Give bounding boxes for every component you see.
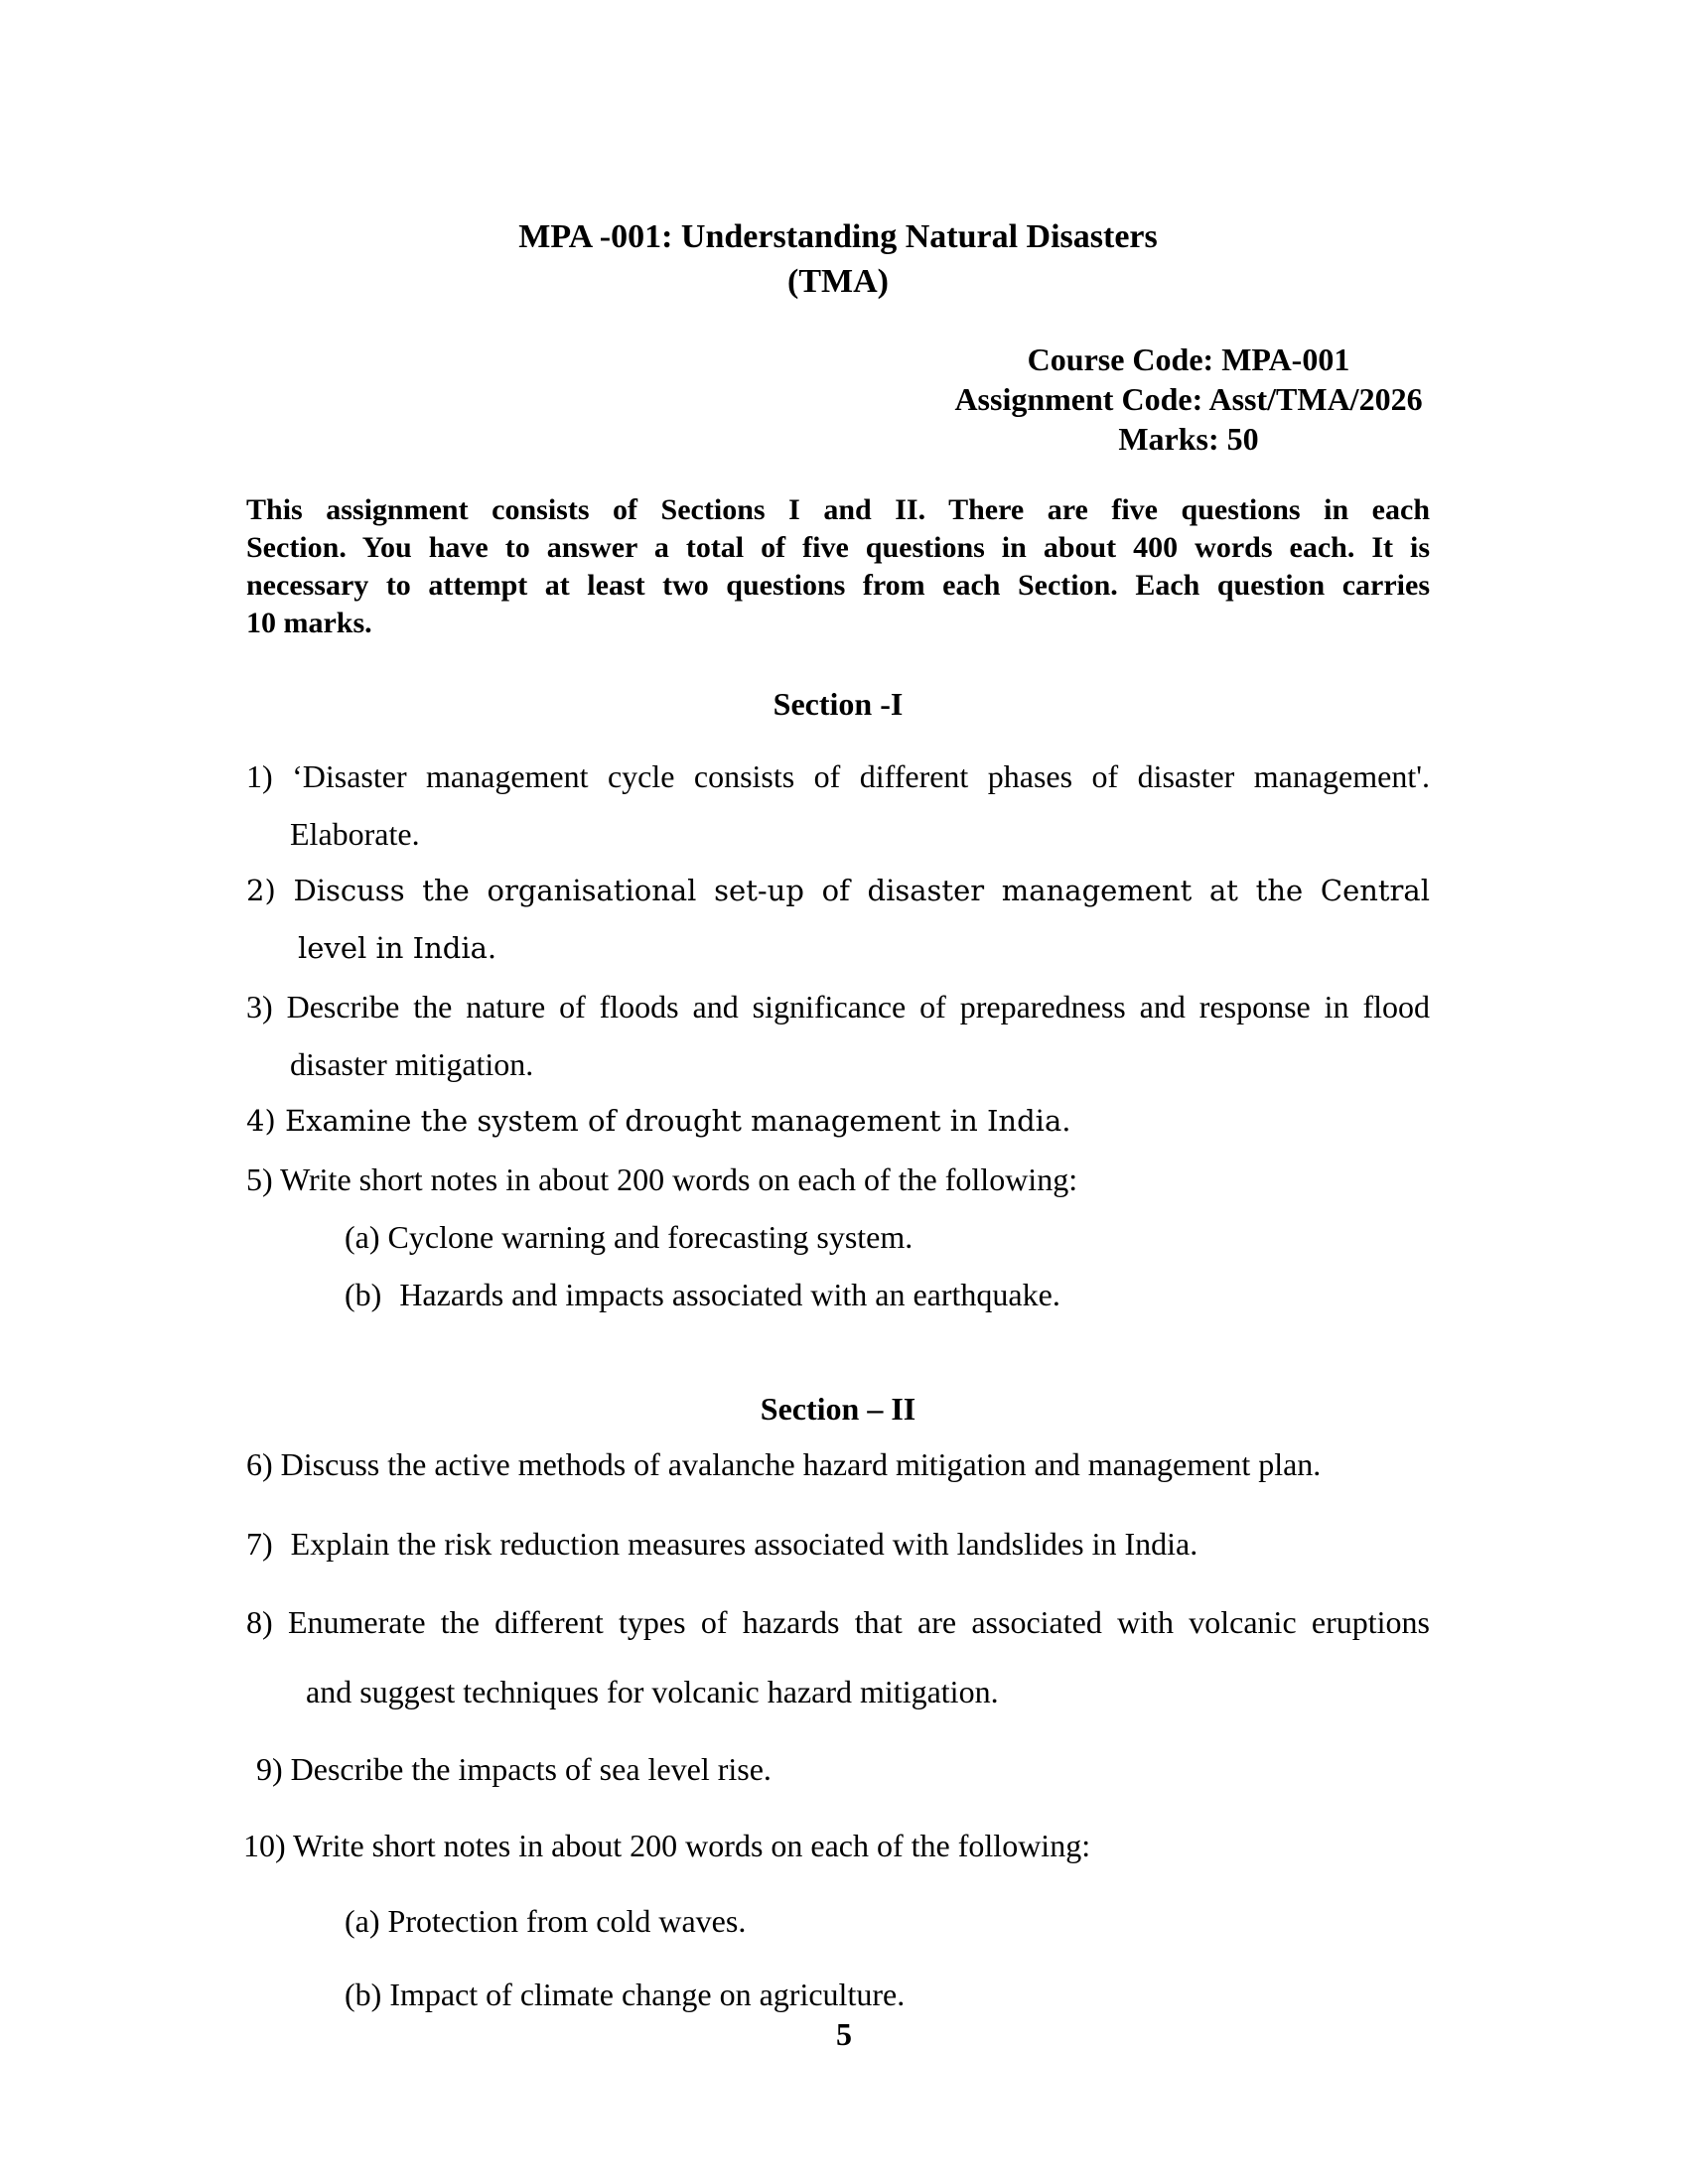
question-10-subitem-b-label: (b): [345, 1977, 382, 2012]
question-10-subitem-a: [345, 1901, 1430, 1941]
instructions-line-4: 10 marks.: [246, 607, 372, 639]
question-10-text: Write short notes in about 200 words on each of the following:: [293, 1828, 1091, 1863]
instructions-line-3: necessary to attempt at least two questions from each Section. Each question carries: [246, 569, 1430, 602]
question-5-subitem-a-label: (a): [345, 1219, 380, 1255]
question-7-line-1: [246, 1524, 1430, 1564]
question-6-number: 6): [246, 1446, 273, 1482]
question-2-text: Discuss the organisational set-up of disaster management at the Central: [293, 874, 1430, 907]
question-2-number: 2): [246, 874, 276, 907]
question-3-line-1: [246, 987, 1430, 1026]
question-2-line-1: [246, 874, 1430, 907]
question-1-line-1: [246, 756, 1430, 796]
question-8-number: 8): [246, 1604, 273, 1640]
question-3-text: Describe the nature of floods and significance of preparedness and response in flood: [286, 989, 1431, 1024]
question-3-line-2: disaster mitigation.: [290, 1046, 534, 1082]
question-5-subitem-a-text: Cyclone warning and forecasting system.: [387, 1219, 914, 1255]
question-1-line-2: Elaborate.: [290, 816, 420, 852]
assignment-code: Assignment Code: Asst/TMA/2026: [954, 381, 1423, 417]
instructions-line-2: Section. You have to answer a total of five questions in about 400 words each. It is: [246, 531, 1430, 564]
question-9-text: Describe the impacts of sea level rise.: [290, 1751, 772, 1787]
question-10-line-1: [243, 1826, 1430, 1865]
question-4-line-1: [246, 1104, 1430, 1138]
question-5-line-1: [246, 1160, 1430, 1199]
question-10-subitem-a-label: (a): [345, 1903, 380, 1939]
question-3-number: 3): [246, 989, 273, 1024]
instructions-line-1: This assignment consists of Sections I and II. There are five questions in each: [246, 493, 1430, 526]
question-5-text: Write short notes in about 200 words on each of the following:: [280, 1161, 1078, 1197]
question-6-text: Discuss the active methods of avalanche hazard mitigation and management plan.: [280, 1446, 1322, 1482]
page-title: MPA -001: Understanding Natural Disasters: [518, 218, 1158, 255]
question-10-number: 10): [243, 1828, 286, 1863]
question-5-subitem-a: [345, 1217, 1430, 1257]
question-7-number: 7): [246, 1526, 273, 1562]
question-9-line-1: [256, 1749, 1430, 1789]
question-7-text: Explain the risk reduction measures associated with landslides in India.: [290, 1526, 1198, 1562]
course-code: Course Code: MPA-001: [1027, 341, 1350, 377]
question-6-line-1: [246, 1444, 1430, 1484]
question-1-number: 1): [246, 758, 273, 794]
question-5-subitem-b: [345, 1275, 1430, 1314]
marks: Marks: 50: [1118, 421, 1259, 457]
question-1-text: ‘Disaster management cycle consists of different phases of disaster management'.: [292, 758, 1431, 794]
question-5-subitem-b-text: Hazards and impacts associated with an earthquake.: [399, 1277, 1060, 1312]
page-subtitle: (TMA): [787, 263, 889, 300]
question-10-subitem-b-text: Impact of climate change on agriculture.: [389, 1977, 906, 2012]
page-number: 5: [836, 2016, 852, 2052]
question-4-text: Examine the system of drought management in India.: [284, 1104, 1071, 1138]
question-8-line-2: and suggest techniques for volcanic hazard mitigation.: [306, 1674, 999, 1709]
question-4-number: 4): [246, 1104, 276, 1138]
question-10-subitem-a-text: Protection from cold waves.: [387, 1903, 747, 1939]
question-8-line-1: [246, 1602, 1430, 1642]
question-9-number: 9): [256, 1751, 283, 1787]
section-2-heading: Section – II: [760, 1391, 916, 1427]
question-2-line-2: level in India.: [298, 931, 497, 965]
question-5-number: 5): [246, 1161, 273, 1197]
question-10-subitem-b: [345, 1975, 1430, 2014]
section-1-heading: Section -I: [773, 686, 904, 722]
question-5-subitem-b-label: (b): [345, 1277, 382, 1312]
question-8-text: Enumerate the different types of hazards that are associated with volcanic eruptions: [287, 1604, 1431, 1640]
